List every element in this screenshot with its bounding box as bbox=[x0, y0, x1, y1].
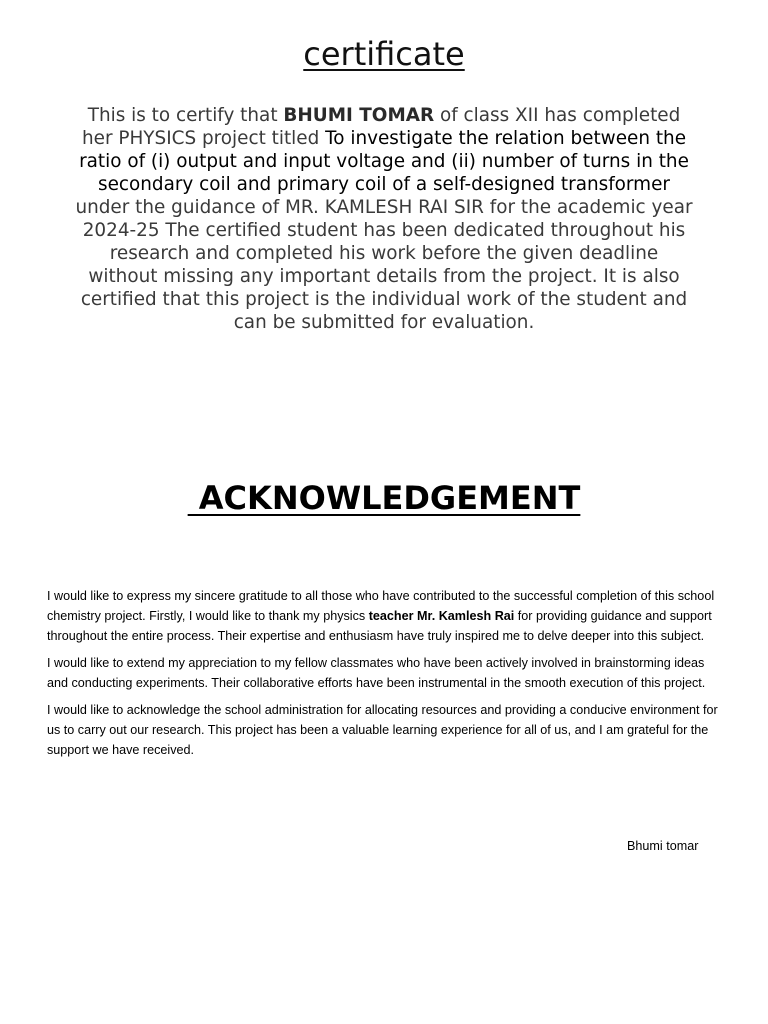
ack-teacher-name: teacher Mr. Kamlesh Rai bbox=[368, 609, 515, 623]
certificate-intro: This is to certify that bbox=[87, 105, 284, 126]
acknowledgement-title-text: ACKNOWLEDGEMENT bbox=[187, 479, 581, 517]
acknowledgement-paragraph-1 bbox=[47, 586, 723, 646]
signature: Bhumi tomar bbox=[627, 839, 699, 853]
certificate-title: certificate bbox=[303, 35, 465, 73]
acknowledgement-title bbox=[0, 475, 768, 521]
acknowledgement-body bbox=[47, 586, 723, 767]
acknowledgement-paragraph-2: I would like to extend my appreciation to my fellow classmates who have been actively involved in brainstorming ideas and conducting experiments. Their collaborative efforts have been instrumental in the smooth execution of this project. bbox=[47, 656, 706, 690]
certificate-body bbox=[74, 104, 694, 334]
acknowledgement-paragraph-3: I would like to acknowledge the school administration for allocating resources and providing a conducive environment for us to carry out our research. This project has been a valuable learning experience for all of us, and I am grateful for the support we have received. bbox=[47, 703, 718, 757]
project-title: To investigate the relation between the ratio of (i) output and input voltage and (ii) number of turns in the secondary coil and primary coil of a self-designed transformer bbox=[79, 128, 689, 195]
certificate-closing: under the guidance of MR. KAMLESH RAI SIR for the academic year 2024-25 The certified student has been dedicated throughout his research and completed his work before the given deadline without missing any important details from the project. It is also certified that this project is the individual work of the student and can be submitted for evaluation. bbox=[75, 197, 693, 333]
student-name: BHUMI TOMAR bbox=[283, 105, 435, 126]
certificate-class-text: of class XII has completed her PHYSICS project titled bbox=[81, 105, 681, 149]
ack-p1-text-end: for providing guidance and support throughout the entire process. Their expertise and enthusiasm have truly inspired me to delve deeper into this subject. bbox=[47, 609, 712, 643]
ack-p1-text-start: I would like to express my sincere gratitude to all those who have contributed to the successful completion of this school chemistry project. Firstly, I would like to thank my physics bbox=[47, 589, 715, 623]
